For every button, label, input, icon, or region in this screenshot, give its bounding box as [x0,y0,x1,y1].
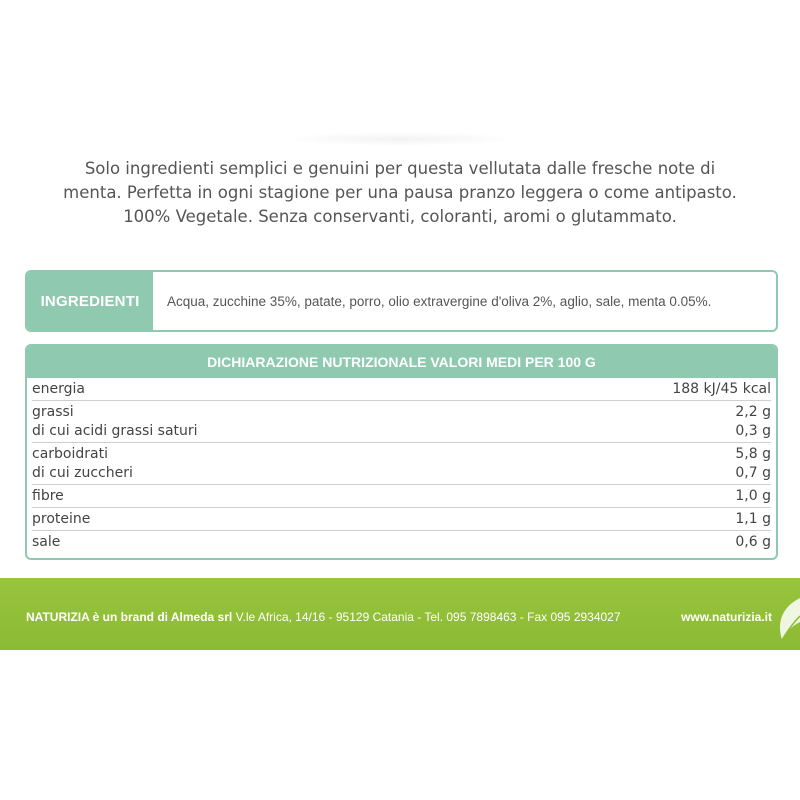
leaf-icon [774,596,800,646]
nutrient-name: proteine [32,511,91,527]
table-row [32,464,771,483]
table-row [32,533,771,552]
nutrition-header: DICHIARAZIONE NUTRIZIONALE VALORI MEDI PER 100 G [27,346,776,378]
nutrition-group-salt [32,531,771,553]
nutrient-value: 5,8 g [735,446,771,462]
nutrient-name: energia [32,381,85,397]
footer-company-info [26,610,621,624]
nutrition-group-energy [32,378,771,401]
table-row [32,445,771,464]
footer-brand: NATURIZIA è un brand di Almeda srl [26,610,233,624]
nutrient-name: sale [32,534,61,550]
top-shade [280,132,520,146]
nutrient-value: 188 kJ/45 kcal [672,381,771,397]
nutrient-value: 0,6 g [735,534,771,550]
nutrition-group-protein [32,508,771,531]
table-row [32,403,771,422]
nutrient-value: 2,2 g [735,404,771,420]
footer-address: V.le Africa, 14/16 - 95129 Catania - Tel. 095 7898463 - Fax 095 2934027 [232,610,621,624]
table-row [32,510,771,529]
nutrient-name: fibre [32,488,64,504]
footer-banner [0,578,800,650]
nutrient-value: 1,1 g [735,511,771,527]
footer-website-link[interactable]: www.naturizia.it [681,610,772,624]
table-row [32,422,771,441]
nutrition-rows [27,378,776,553]
product-description [30,157,770,229]
ingredients-label: INGREDIENTI [27,272,153,330]
nutrient-name: grassi [32,404,74,420]
description-line-3: 100% Vegetale. Senza conservanti, coloranti, aromi o glutammato. [123,207,677,226]
nutrient-value: 0,7 g [735,465,771,481]
ingredients-text: Acqua, zucchine 35%, patate, porro, olio extravergine d'oliva 2%, aglio, sale, menta 0.05%. [167,293,712,309]
ingredients-box [25,270,778,332]
table-row [32,487,771,506]
nutrient-name: carboidrati [32,446,108,462]
nutrition-group-fibre [32,485,771,508]
nutrition-group-carbs [32,443,771,485]
nutrient-value: 1,0 g [735,488,771,504]
nutrient-value: 0,3 g [735,423,771,439]
description-line-1: Solo ingredienti semplici e genuini per questa vellutata dalle fresche note di [84,159,716,178]
nutrient-name: di cui acidi grassi saturi [32,423,198,439]
table-row [32,380,771,399]
nutrient-name: di cui zuccheri [32,465,133,481]
nutrition-group-fats [32,401,771,443]
nutrition-table [25,344,778,560]
description-line-2: menta. Perfetta in ogni stagione per una pausa pranzo leggera o come antipasto. [63,183,737,202]
